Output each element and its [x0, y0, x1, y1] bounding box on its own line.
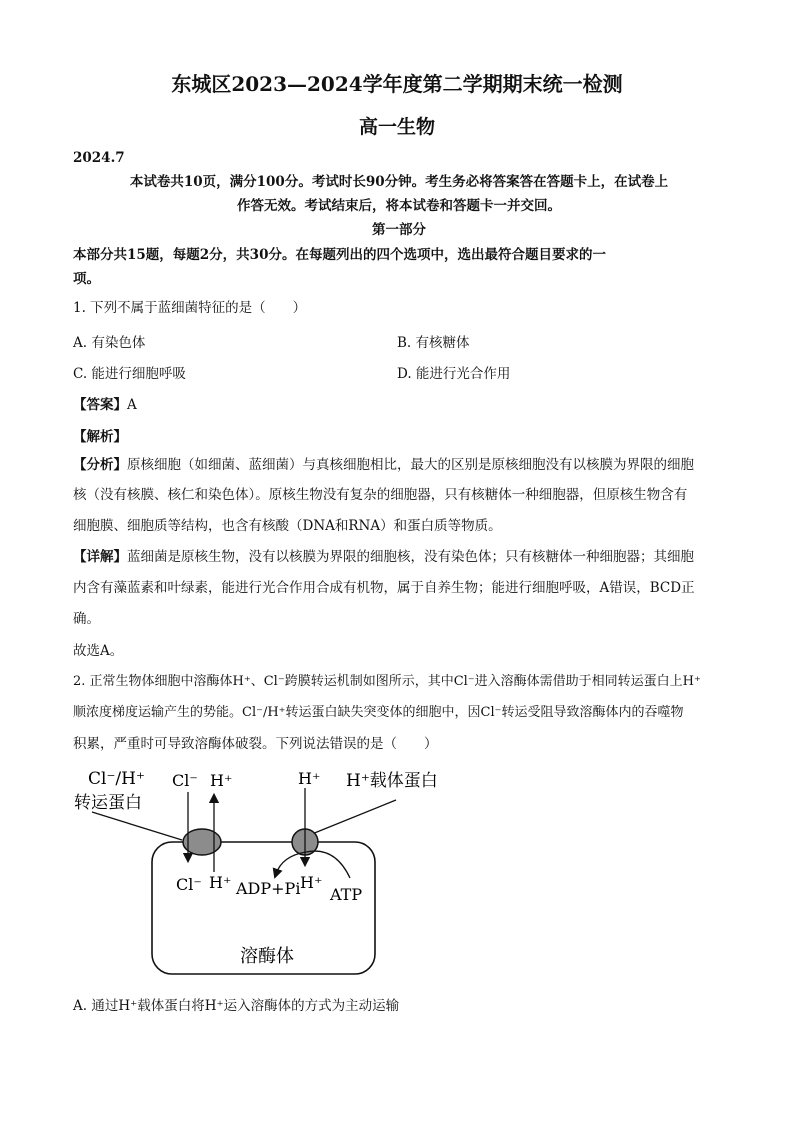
label-adp-pi: ADP+Pi — [236, 879, 301, 898]
label-lysosome: 溶酶体 — [240, 946, 294, 967]
fenxi-line-2: 核（没有核膜、核仁和染色体）。原核生物没有复杂的细胞器，只有核糖体一种细胞器，但原核生物含有 — [73, 487, 688, 503]
fenxi-line-1: 【分析】原核细胞（如细菌、蓝细菌）与真核细胞相比，最大的区别是原核细胞没有以核膜为界限的细胞 — [73, 457, 694, 473]
conclusion: 故选A。 — [73, 643, 124, 659]
label-h-inside: H⁺ — [209, 873, 232, 892]
label-atp: ATP — [330, 885, 363, 904]
lysosome-transport-diagram — [60, 762, 460, 982]
carrier-leader-line — [312, 800, 396, 834]
cl-h-transporter-protein — [183, 829, 221, 855]
label-cl-inside: Cl⁻ — [176, 875, 202, 894]
part-heading: 第一部分 — [372, 222, 426, 238]
exam-title: 东城区2023—2024学年度第二学期期末统一检测 — [171, 72, 623, 96]
part-description-line-1: 本部分共15题，每题2分，共30分。在每题列出的四个选项中，选出最符合题目要求的一 — [73, 247, 606, 263]
label-cl-outside: Cl⁻ — [172, 771, 198, 790]
question-1-option-d: D. 能进行光合作用 — [397, 366, 511, 382]
question-1-option-a: A. 有染色体 — [73, 335, 146, 351]
label-h-top: H⁺ — [298, 769, 321, 788]
question-1-stem: 1. 下列不属于蓝细菌特征的是（ ） — [73, 300, 307, 316]
instructions-line-2: 作答无效。考试结束后，将本试卷和答题卡一并交回。 — [237, 198, 561, 214]
xiangjie-line-1: 【详解】蓝细菌是原核生物，没有以核膜为界限的细胞核，没有染色体；只有核糖体一种细胞器；其细胞 — [73, 549, 694, 565]
answer-line — [73, 393, 137, 413]
xiangjie-line-2: 内含有藻蓝素和叶绿素，能进行光合作用合成有机物，属于自养生物；能进行细胞呼吸，A错误，BCD正 — [73, 580, 695, 596]
label-transporter-line-2: 转运蛋白 — [74, 793, 142, 813]
label-transporter-line-1: Cl⁻/H⁺ — [88, 769, 145, 789]
part-description-line-2: 项。 — [73, 271, 100, 287]
answer-tag: 【答案】 — [73, 397, 127, 413]
answer-value: A — [127, 397, 137, 413]
question-2-stem-line-3: 积累，严重时可导致溶酶体破裂。下列说法错误的是（ ） — [73, 736, 438, 752]
question-1-option-c: C. 能进行细胞呼吸 — [73, 366, 186, 382]
question-2-stem-line-1: 2. 正常生物体细胞中溶酶体H⁺、Cl⁻跨膜转运机制如图所示，其中Cl⁻进入溶酶体需借助于相同转运蛋白上H⁺ — [73, 674, 701, 689]
instructions-line-1: 本试卷共10页，满分100分。考试时长90分钟。考生务必将答案答在答题卡上，在试卷上 — [129, 174, 669, 190]
xiangjie-line-3: 确。 — [73, 611, 100, 627]
label-h-inside-2: H⁺ — [300, 873, 323, 892]
question-2-option-a: A. 通过H⁺载体蛋白将H⁺运入溶酶体的方式为主动运输 — [73, 998, 400, 1014]
exam-date: 2024.7 — [73, 150, 125, 166]
question-2-stem-line-2: 顺浓度梯度运输产生的势能。Cl⁻/H⁺转运蛋白缺失突变体的细胞中，因Cl⁻转运受阻导致溶酶体内的吞噬物 — [73, 705, 684, 720]
question-1-option-b: B. 有核糖体 — [397, 335, 470, 351]
fenxi-line-3: 细胞膜、细胞质等结构，也含有核酸（DNA和RNA）和蛋白质等物质。 — [73, 518, 502, 534]
transporter-leader-line — [92, 812, 182, 840]
analysis-tag: 【解析】 — [73, 429, 127, 445]
exam-subject: 高一生物 — [358, 116, 435, 138]
label-h-carrier-protein: H⁺载体蛋白 — [346, 771, 438, 791]
label-h-outside: H⁺ — [210, 771, 233, 790]
